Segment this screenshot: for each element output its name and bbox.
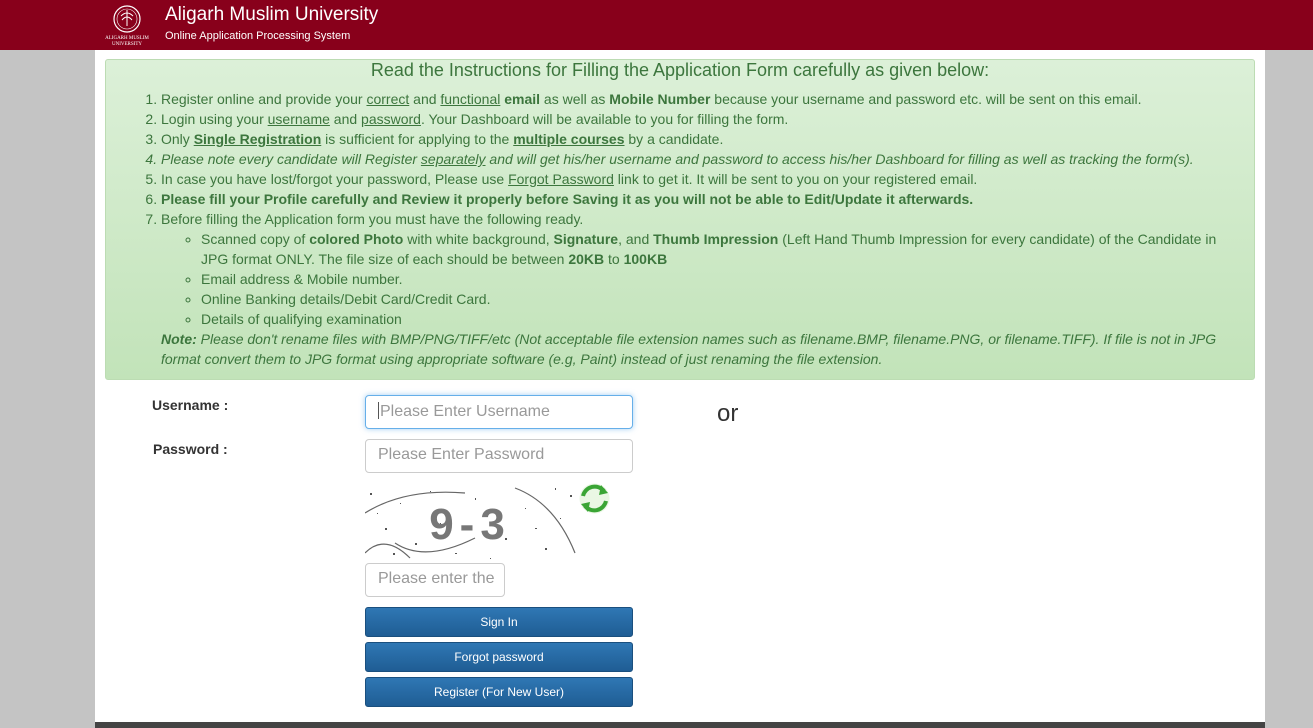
logo-text-2: UNIVERSITY [112, 42, 142, 46]
footer-bar [95, 722, 1265, 728]
forgot-password-button[interactable]: Forgot password [365, 642, 633, 672]
list-item: 4. Please note every candidate will Register separately and will get his/her username and password to access his/her Dashboard for filling as well as tracking the form(s). [161, 149, 1231, 169]
captcha-input[interactable]: Please enter the [365, 563, 505, 597]
instructions-panel [105, 59, 1255, 380]
site-title: Aligarh Muslim University [165, 4, 379, 25]
list-item: ◦ Online Banking details/Debit Card/Credit Card. [201, 289, 1231, 309]
list-item: ◦ Details of qualifying examination [201, 309, 1231, 329]
register-button[interactable]: Register (For New User) [365, 677, 633, 707]
list-item: 7. Before filling the Application form you must have the following ready. ◦ Scanned copy of colored Photo with white background, Signature, and Thumb Impression (Left Hand Thumb Impression for every candidate) of the Candidate in JPG format ONLY. The file size of each should be between 20KB to 100KB ◦ Email address & Mobile number. ◦ Online Banking details/Debit Card/Credit Card. ◦ Details of qualifying examination [161, 209, 1231, 329]
captcha-image [365, 483, 580, 563]
captcha-text: 9-3 [429, 500, 511, 549]
site-subtitle: Online Application Processing System [165, 30, 351, 42]
list-item: ◦ Email address & Mobile number. [201, 269, 1231, 289]
or-separator: or [717, 400, 739, 427]
username-label: Username : [152, 397, 229, 413]
university-seal-icon [104, 4, 150, 46]
username-input[interactable]: Please Enter Username [365, 395, 633, 429]
header-bar [0, 0, 1313, 50]
forgot-password-link[interactable]: Forgot Password [508, 171, 614, 187]
instructions-heading: Read the Instructions for Filling the Application Form carefully as given below: [370, 60, 990, 80]
logo-text-1: ALIGARH MUSLIM [105, 36, 149, 41]
password-input[interactable]: Please Enter Password [365, 439, 633, 473]
list-item: ◦ Scanned copy of colored Photo with white background, Signature, and Thumb Impression (Left Hand Thumb Impression for every candidate) of the Candidate in JPG format ONLY. The file size of each should be between 20KB to 100KB [201, 229, 1231, 269]
instructions-list [161, 89, 1231, 329]
text-cursor [378, 402, 379, 419]
sign-in-button[interactable]: Sign In [365, 607, 633, 637]
list-item: 1. Register online and provide your correct and functional email as well as Mobile Number because your username and password etc. will be sent on this email. [161, 89, 1231, 109]
list-item: 2. Login using your username and password. Your Dashboard will be available to you for filling the form. [161, 109, 1231, 129]
note-text: Note: Please don't rename files with BMP/PNG/TIFF/etc (Not acceptable file extension names such as filename.BMP, filename.PNG, or filename.TIFF). If file is not in JPG format convert them to JPG format using appropriate software (e.g, Paint) instead of just renaming the file extension. [161, 331, 1217, 367]
requirements-list [201, 229, 1231, 329]
main-content [95, 50, 1265, 722]
list-item: 6. Please fill your Profile carefully and Review it properly before Saving it as you will not be able to Edit/Update it afterwards. [161, 189, 1231, 209]
password-label: Password : [153, 441, 228, 457]
refresh-icon[interactable] [577, 481, 612, 516]
list-item: 3. Only Single Registration is sufficient for applying to the multiple courses by a candidate. [161, 129, 1231, 149]
list-item: 5. In case you have lost/forgot your password, Please use Forgot Password link to get it. It will be sent to you on your registered email. [161, 169, 1231, 189]
